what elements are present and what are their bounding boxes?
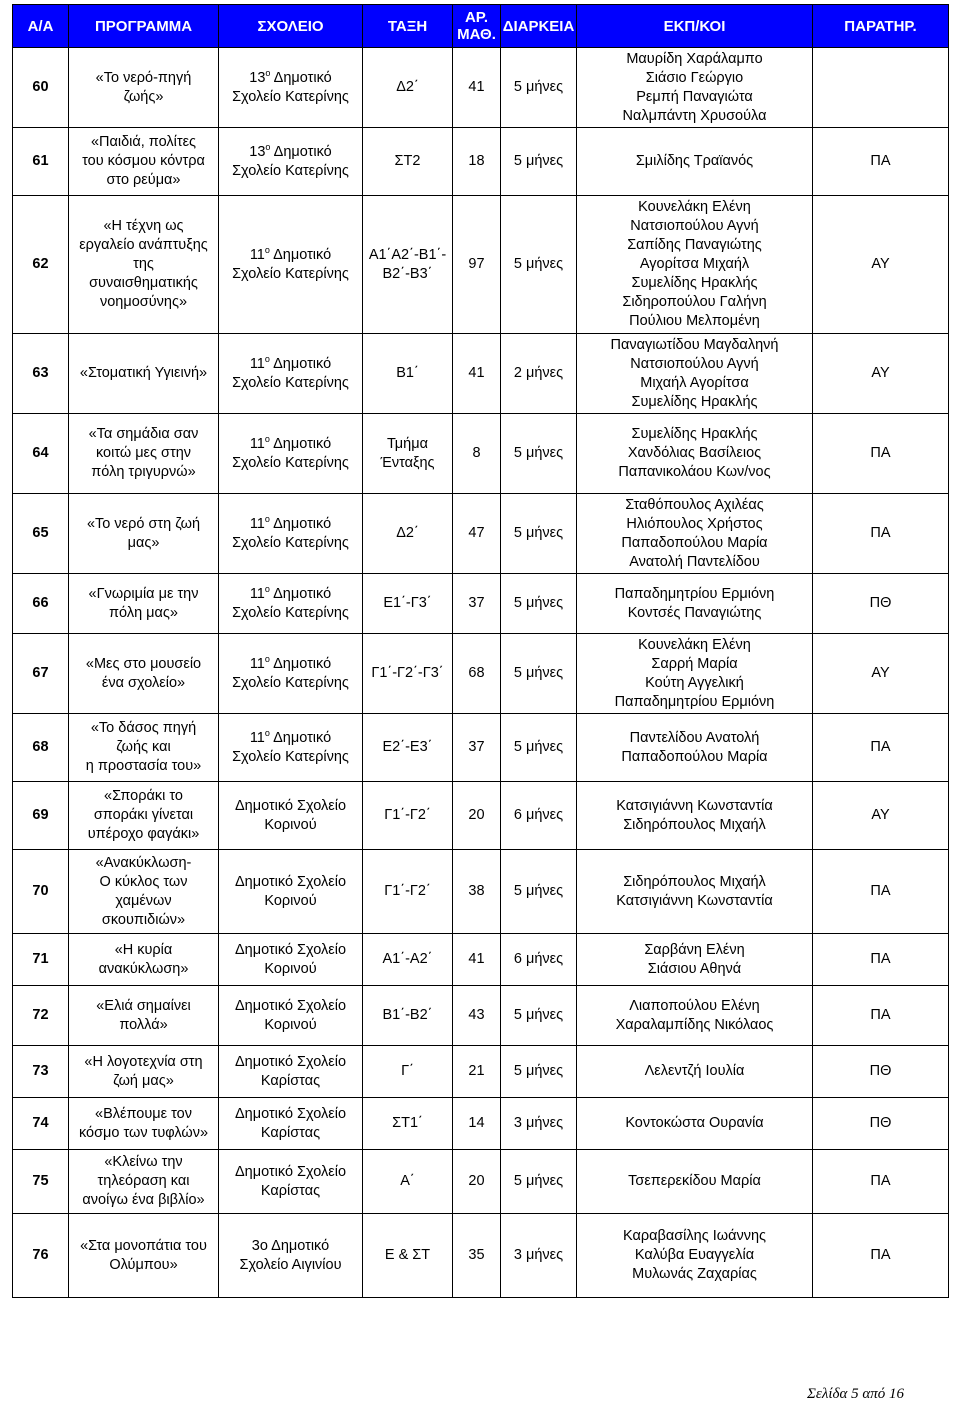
row-class: Α1΄Α2΄-Β1΄- Β2΄-Β3΄ bbox=[363, 196, 453, 334]
row-students: 14 bbox=[453, 1098, 501, 1150]
row-program: «Μες στο μουσείο ένα σχολείο» bbox=[69, 634, 219, 714]
table-row bbox=[13, 934, 949, 986]
row-teachers: Παντελίδου Ανατολή Παπαδοπούλου Μαρία bbox=[577, 714, 813, 782]
row-program: «Στα μονοπάτια του Ολύμπου» bbox=[69, 1214, 219, 1298]
row-aa: 75 bbox=[13, 1150, 69, 1214]
school-name: Δημοτικό Σχολείο Κατερίνης bbox=[232, 355, 349, 391]
row-students: 21 bbox=[453, 1046, 501, 1098]
row-class: Γ1΄-Γ2΄ bbox=[363, 782, 453, 850]
row-teachers: Σαρβάνη Ελένη Σιάσιου Αθηνά bbox=[577, 934, 813, 986]
school-name: Δημοτικό Σχολείο Κατερίνης bbox=[232, 729, 349, 765]
row-notes: ΠΑ bbox=[813, 414, 949, 494]
header-program: ΠΡΟΓΡΑΜΜΑ bbox=[69, 5, 219, 48]
school-name: Δημοτικό Σχολείο Κατερίνης bbox=[232, 246, 349, 282]
row-notes: ΠΑ bbox=[813, 128, 949, 196]
row-class: Δ2΄ bbox=[363, 48, 453, 128]
row-teachers: Λελεντζή Ιουλία bbox=[577, 1046, 813, 1098]
header-duration: ΔΙΑΡΚΕΙΑ bbox=[501, 5, 577, 48]
header-aa: Α/Α bbox=[13, 5, 69, 48]
table-row bbox=[13, 414, 949, 494]
row-program: «Ανακύκλωση- Ο κύκλος των χαμένων σκουπιδιών» bbox=[69, 850, 219, 934]
school-ordinal: 11 bbox=[249, 435, 265, 452]
row-duration: 5 μήνες bbox=[501, 128, 577, 196]
row-teachers: Λιαποπούλου Ελένη Χαραλαμπίδης Νικόλαος bbox=[577, 986, 813, 1046]
row-notes: ΠΑ bbox=[813, 1150, 949, 1214]
row-class: Β1΄-Β2΄ bbox=[363, 986, 453, 1046]
row-duration: 5 μήνες bbox=[501, 1150, 577, 1214]
school-ordinal-suffix: ο bbox=[265, 67, 271, 78]
row-class: ΣΤ2 bbox=[363, 128, 453, 196]
row-aa: 76 bbox=[13, 1214, 69, 1298]
row-aa: 67 bbox=[13, 634, 69, 714]
row-class: Α1΄-Α2΄ bbox=[363, 934, 453, 986]
table-row bbox=[13, 1098, 949, 1150]
header-notes: ΠΑΡΑΤΗΡ. bbox=[813, 5, 949, 48]
row-aa: 73 bbox=[13, 1046, 69, 1098]
row-school bbox=[219, 334, 363, 414]
row-notes: ΑΥ bbox=[813, 634, 949, 714]
row-class: Β1΄ bbox=[363, 334, 453, 414]
row-school bbox=[219, 850, 363, 934]
row-teachers: Κοντοκώστα Ουρανία bbox=[577, 1098, 813, 1150]
table-row bbox=[13, 128, 949, 196]
row-notes: ΠΑ bbox=[813, 494, 949, 574]
row-teachers: Παπαδημητρίου Ερμιόνη Κοντσές Παναγιώτης bbox=[577, 574, 813, 634]
row-class: Γ1΄-Γ2΄ bbox=[363, 850, 453, 934]
row-teachers: Σταθόπουλος Αχιλέας Ηλιόπουλος Χρήστος Παπαδοπούλου Μαρία Ανατολή Παντελίδου bbox=[577, 494, 813, 574]
row-notes: ΠΑ bbox=[813, 850, 949, 934]
row-students: 68 bbox=[453, 634, 501, 714]
row-notes: ΑΥ bbox=[813, 196, 949, 334]
header-school: ΣΧΟΛΕΙΟ bbox=[219, 5, 363, 48]
school-name: Δημοτικό Σχολείο Κορινού bbox=[234, 997, 347, 1033]
row-class: Ε1΄-Γ3΄ bbox=[363, 574, 453, 634]
row-duration: 3 μήνες bbox=[501, 1098, 577, 1150]
row-program: «Γνωριμία με την πόλη μας» bbox=[69, 574, 219, 634]
row-school bbox=[219, 986, 363, 1046]
row-notes: ΠΑ bbox=[813, 986, 949, 1046]
table-row bbox=[13, 574, 949, 634]
row-school bbox=[219, 574, 363, 634]
header-row bbox=[13, 5, 949, 48]
header-students: ΑΡ. ΜΑΘ. bbox=[453, 5, 501, 48]
row-duration: 6 μήνες bbox=[501, 934, 577, 986]
row-class: Α΄ bbox=[363, 1150, 453, 1214]
programs-table bbox=[12, 4, 949, 1298]
row-aa: 66 bbox=[13, 574, 69, 634]
row-duration: 2 μήνες bbox=[501, 334, 577, 414]
row-program: «Η κυρία ανακύκλωση» bbox=[69, 934, 219, 986]
row-students: 20 bbox=[453, 1150, 501, 1214]
school-name: Δημοτικό Σχολείο Κορινού bbox=[234, 941, 347, 977]
row-program: «Το νερό-πηγή ζωής» bbox=[69, 48, 219, 128]
row-teachers: Κουνελάκη Ελένη Νατσιοπούλου Αγνή Σαπίδης Παναγιώτης Αγορίτσα Μιχαήλ Συμελίδης Ηρακλής Σιδηροπούλου Γαλήνη Πούλιου Μελπομένη bbox=[577, 196, 813, 334]
row-program: «Κλείνω την τηλεόραση και ανοίγω ένα βιβλίο» bbox=[69, 1150, 219, 1214]
school-ordinal: 11 bbox=[249, 729, 265, 746]
table-row bbox=[13, 48, 949, 128]
row-class: ΣΤ1΄ bbox=[363, 1098, 453, 1150]
row-teachers: Καραβασίλης Ιωάννης Καλύβα Ευαγγελία Μυλωνάς Ζαχαρίας bbox=[577, 1214, 813, 1298]
table-row bbox=[13, 850, 949, 934]
row-aa: 61 bbox=[13, 128, 69, 196]
row-class: Ε & ΣΤ bbox=[363, 1214, 453, 1298]
row-class: Γ1΄-Γ2΄-Γ3΄ bbox=[363, 634, 453, 714]
row-school bbox=[219, 1098, 363, 1150]
school-name: Δημοτικό Σχολείο Κατερίνης bbox=[232, 585, 349, 621]
school-ordinal: 11 bbox=[249, 585, 265, 602]
row-school bbox=[219, 128, 363, 196]
row-program: «Ελιά σημαίνει πολλά» bbox=[69, 986, 219, 1046]
school-name: Δημοτικό Σχολείο Καρίστας bbox=[234, 1105, 347, 1141]
row-school bbox=[219, 48, 363, 128]
row-aa: 64 bbox=[13, 414, 69, 494]
row-class: Ε2΄-Ε3΄ bbox=[363, 714, 453, 782]
row-school bbox=[219, 494, 363, 574]
row-class: Δ2΄ bbox=[363, 494, 453, 574]
row-students: 18 bbox=[453, 128, 501, 196]
row-teachers: Κουνελάκη Ελένη Σαρρή Μαρία Κούτη Αγγελική Παπαδημητρίου Ερμιόνη bbox=[577, 634, 813, 714]
table-row bbox=[13, 1046, 949, 1098]
row-students: 20 bbox=[453, 782, 501, 850]
school-ordinal: 11 bbox=[249, 655, 265, 672]
row-duration: 5 μήνες bbox=[501, 196, 577, 334]
row-aa: 63 bbox=[13, 334, 69, 414]
table-row bbox=[13, 196, 949, 334]
school-ordinal: 11 bbox=[249, 515, 265, 532]
row-students: 41 bbox=[453, 48, 501, 128]
header-class: ΤΑΞΗ bbox=[363, 5, 453, 48]
row-students: 43 bbox=[453, 986, 501, 1046]
table-row bbox=[13, 1150, 949, 1214]
row-program: «Στοματική Υγιεινή» bbox=[69, 334, 219, 414]
row-program: «Το δάσος πηγή ζωής και η προστασία του» bbox=[69, 714, 219, 782]
row-students: 47 bbox=[453, 494, 501, 574]
row-students: 35 bbox=[453, 1214, 501, 1298]
row-students: 38 bbox=[453, 850, 501, 934]
row-aa: 62 bbox=[13, 196, 69, 334]
row-school bbox=[219, 1046, 363, 1098]
row-students: 8 bbox=[453, 414, 501, 494]
row-duration: 5 μήνες bbox=[501, 714, 577, 782]
row-teachers: Συμελίδης Ηρακλής Χανδόλιας Βασίλειος Παπανικολάου Κων/νος bbox=[577, 414, 813, 494]
row-school bbox=[219, 1214, 363, 1298]
row-notes: ΠΘ bbox=[813, 1098, 949, 1150]
school-name: Δημοτικό Σχολείο Κατερίνης bbox=[232, 143, 349, 179]
row-school bbox=[219, 634, 363, 714]
school-ordinal-suffix: ο bbox=[264, 433, 270, 444]
row-duration: 5 μήνες bbox=[501, 414, 577, 494]
row-duration: 5 μήνες bbox=[501, 634, 577, 714]
school-name: 3ο Δημοτικό Σχολείο Αιγινίου bbox=[239, 1237, 342, 1273]
school-ordinal-suffix: ο bbox=[264, 513, 270, 524]
row-students: 41 bbox=[453, 934, 501, 986]
row-notes: ΠΑ bbox=[813, 1214, 949, 1298]
row-notes: ΠΑ bbox=[813, 714, 949, 782]
school-ordinal-suffix: ο bbox=[264, 653, 270, 664]
row-teachers: Σμιλίδης Τραϊανός bbox=[577, 128, 813, 196]
row-aa: 70 bbox=[13, 850, 69, 934]
row-aa: 65 bbox=[13, 494, 69, 574]
row-notes: ΑΥ bbox=[813, 782, 949, 850]
row-school bbox=[219, 1150, 363, 1214]
table-row bbox=[13, 782, 949, 850]
row-school bbox=[219, 714, 363, 782]
row-program: «Βλέπουμε τον κόσμο των τυφλών» bbox=[69, 1098, 219, 1150]
row-students: 97 bbox=[453, 196, 501, 334]
row-program: «Το νερό στη ζωή μας» bbox=[69, 494, 219, 574]
row-students: 41 bbox=[453, 334, 501, 414]
table-row bbox=[13, 634, 949, 714]
school-name: Δημοτικό Σχολείο Κατερίνης bbox=[232, 435, 349, 471]
school-ordinal: 13 bbox=[249, 143, 266, 160]
row-duration: 5 μήνες bbox=[501, 986, 577, 1046]
row-program: «Τα σημάδια σαν κοιτώ μες στην πόλη τριγυρνώ» bbox=[69, 414, 219, 494]
page-number: Σελίδα 5 από 16 bbox=[807, 1386, 904, 1402]
row-teachers: Σιδηρόπουλος Μιχαήλ Κατσιγιάννη Κωνσταντία bbox=[577, 850, 813, 934]
school-name: Δημοτικό Σχολείο Κατερίνης bbox=[232, 655, 349, 691]
row-notes: ΠΘ bbox=[813, 1046, 949, 1098]
row-aa: 60 bbox=[13, 48, 69, 128]
school-name: Δημοτικό Σχολείο Κορινού bbox=[234, 797, 347, 833]
row-teachers: Κατσιγιάννη Κωνσταντία Σιδηρόπουλος Μιχαήλ bbox=[577, 782, 813, 850]
row-duration: 5 μήνες bbox=[501, 574, 577, 634]
row-aa: 69 bbox=[13, 782, 69, 850]
row-duration: 3 μήνες bbox=[501, 1214, 577, 1298]
row-duration: 5 μήνες bbox=[501, 48, 577, 128]
row-program: «Η λογοτεχνία στη ζωή μας» bbox=[69, 1046, 219, 1098]
school-name: Δημοτικό Σχολείο Καρίστας bbox=[234, 1053, 347, 1089]
row-notes: ΑΥ bbox=[813, 334, 949, 414]
school-name: Δημοτικό Σχολείο Κορινού bbox=[234, 873, 347, 909]
row-class: Τμήμα Ένταξης bbox=[363, 414, 453, 494]
row-notes: ΠΘ bbox=[813, 574, 949, 634]
row-program: «Σποράκι το σποράκι γίνεται υπέροχο φαγάκι» bbox=[69, 782, 219, 850]
school-name: Δημοτικό Σχολείο Κατερίνης bbox=[232, 515, 349, 551]
row-notes: ΠΑ bbox=[813, 934, 949, 986]
school-ordinal-suffix: ο bbox=[264, 353, 270, 364]
school-ordinal-suffix: ο bbox=[264, 583, 270, 594]
row-duration: 5 μήνες bbox=[501, 494, 577, 574]
row-aa: 72 bbox=[13, 986, 69, 1046]
row-school bbox=[219, 782, 363, 850]
row-aa: 71 bbox=[13, 934, 69, 986]
row-teachers: Παναγιωτίδου Μαγδαληνή Νατσιοπούλου Αγνή Μιχαήλ Αγορίτσα Συμελίδης Ηρακλής bbox=[577, 334, 813, 414]
row-school bbox=[219, 414, 363, 494]
table-row bbox=[13, 1214, 949, 1298]
row-students: 37 bbox=[453, 714, 501, 782]
school-ordinal-suffix: ο bbox=[265, 141, 271, 152]
school-ordinal: 13 bbox=[249, 69, 266, 86]
row-duration: 5 μήνες bbox=[501, 850, 577, 934]
row-program: «Η τέχνη ως εργαλείο ανάπτυξης της συναισθηματικής νοημοσύνης» bbox=[69, 196, 219, 334]
table-row bbox=[13, 494, 949, 574]
row-school bbox=[219, 196, 363, 334]
school-ordinal-suffix: ο bbox=[264, 244, 270, 255]
school-ordinal: 11 bbox=[249, 246, 265, 263]
row-teachers: Τσεπερεκίδου Μαρία bbox=[577, 1150, 813, 1214]
school-name: Δημοτικό Σχολείο Κατερίνης bbox=[232, 69, 349, 105]
row-notes bbox=[813, 48, 949, 128]
row-duration: 5 μήνες bbox=[501, 1046, 577, 1098]
row-aa: 74 bbox=[13, 1098, 69, 1150]
header-teachers: ΕΚΠ/ΚΟΙ bbox=[577, 5, 813, 48]
school-ordinal: 11 bbox=[249, 355, 265, 372]
row-school bbox=[219, 934, 363, 986]
row-program: «Παιδιά, πολίτες του κόσμου κόντρα στο ρεύμα» bbox=[69, 128, 219, 196]
row-teachers: Μαυρίδη Χαράλαμπο Σιάσιο Γεώργιο Ρεμπή Παναγιώτα Ναλμπάντη Χρυσούλα bbox=[577, 48, 813, 128]
row-students: 37 bbox=[453, 574, 501, 634]
table-row bbox=[13, 334, 949, 414]
row-class: Γ΄ bbox=[363, 1046, 453, 1098]
school-name: Δημοτικό Σχολείο Καρίστας bbox=[234, 1163, 347, 1199]
table-row bbox=[13, 714, 949, 782]
row-duration: 6 μήνες bbox=[501, 782, 577, 850]
row-aa: 68 bbox=[13, 714, 69, 782]
table-row bbox=[13, 986, 949, 1046]
school-ordinal-suffix: ο bbox=[264, 727, 270, 738]
